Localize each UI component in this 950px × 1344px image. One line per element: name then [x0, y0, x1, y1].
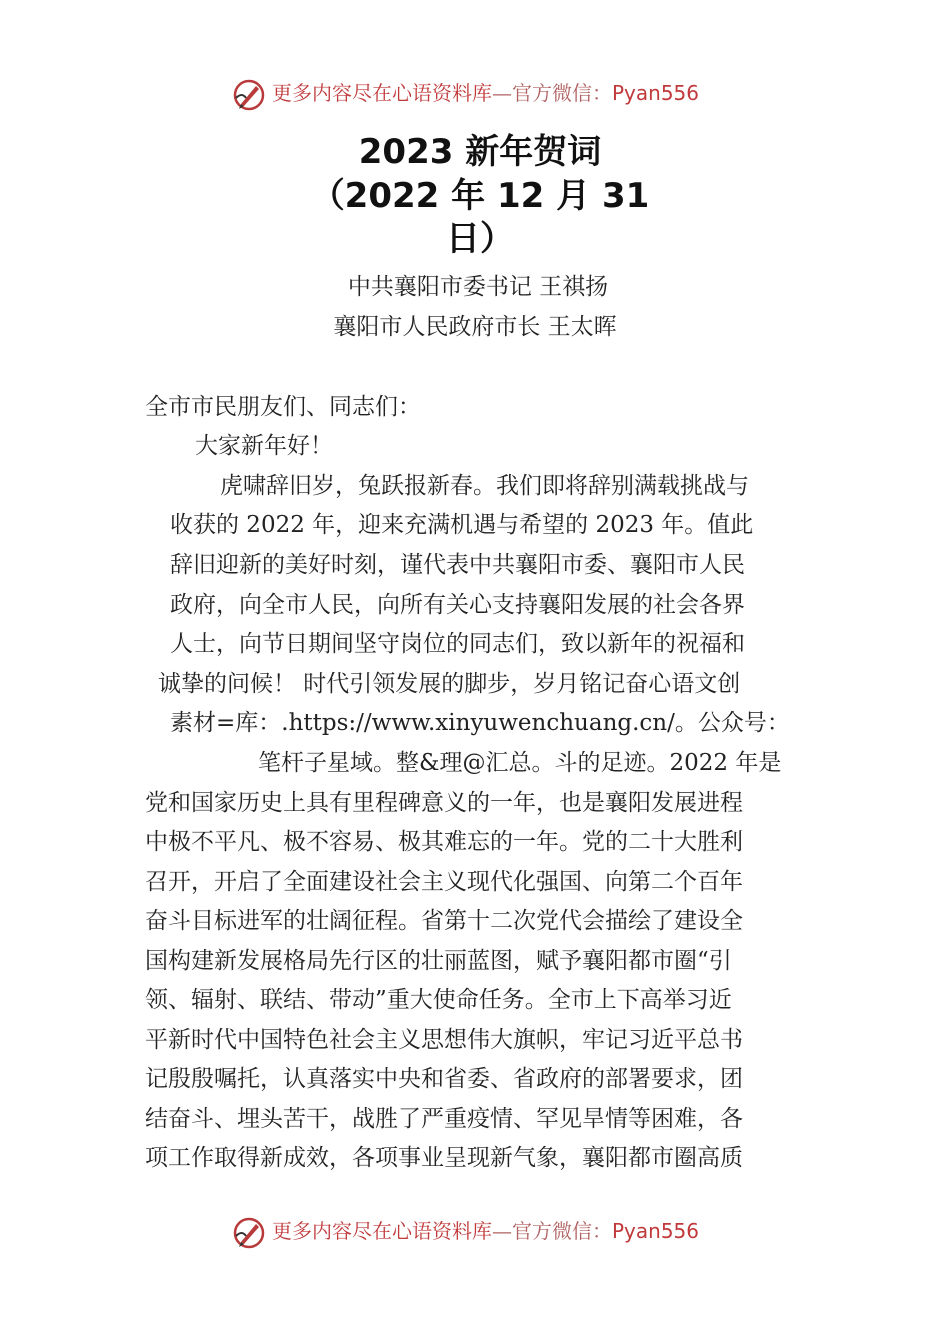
paragraph-line: 笔杆子星域。整&理@汇总。斗的足迹。2022 年是 — [258, 750, 782, 776]
pen-in-circle-logo-icon — [232, 1216, 266, 1250]
paragraph-line: 辞旧迎新的美好时刻，谨代表中共襄阳市委、襄阳市人民 — [170, 552, 745, 578]
banner-title: 更多内容尽在心语资料库 — [272, 1219, 492, 1243]
banner-wechat-id: Pyan556 — [612, 1219, 700, 1243]
paragraph-line: 平新时代中国特色社会主义思想伟大旗帜，牢记习近平总书 — [145, 1027, 743, 1053]
paragraph-line: 项工作取得新成效，各项事业呈现新气象，襄阳都市圈高质 — [145, 1145, 743, 1171]
page-title-line-1: 2023 新年贺词 — [358, 132, 602, 172]
paragraph-line: 诚挚的问候！ 时代引领发展的脚步，岁月铭记奋心语文创 — [158, 671, 741, 697]
signature-mayor: 襄阳市人民政府市长 王太晖 — [333, 314, 617, 340]
paragraph-line: 国构建新发展格局先行区的壮丽蓝图，赋予襄阳都市圈“引 — [145, 948, 732, 974]
banner-separator: —官方微信： — [492, 1219, 612, 1243]
paragraph-line: 人士，向节日期间坚守岗位的同志们，致以新年的祝福和 — [170, 631, 745, 657]
page-title-line-3: 日） — [446, 219, 514, 259]
footer-banner — [0, 1212, 950, 1252]
salutation: 全市市民朋友们、同志们： — [145, 394, 421, 420]
paragraph-line: 领、辐射、联结、带动”重大使命任务。全市上下高举习近 — [145, 987, 732, 1013]
paragraph-line: 召开，开启了全面建设社会主义现代化强国、向第二个百年 — [145, 869, 743, 895]
paragraph-line: 奋斗目标进军的壮阔征程。省第十二次党代会描绘了建设全 — [145, 908, 743, 934]
page-title-line-2: （2022 年 12 月 31 — [310, 176, 650, 216]
header-banner — [0, 74, 950, 114]
banner-text — [272, 1218, 699, 1244]
paragraph-line: 党和国家历史上具有里程碑意义的一年，也是襄阳发展进程 — [145, 790, 743, 816]
paragraph-line: 记殷殷嘱托，认真落实中央和省委、省政府的部署要求，团 — [145, 1066, 743, 1092]
paragraph-line: 结奋斗、埋头苦干，战胜了严重疫情、罕见旱情等困难，各 — [145, 1106, 743, 1132]
banner-title: 更多内容尽在心语资料库 — [272, 81, 492, 105]
signature-party-secretary: 中共襄阳市委书记 王祺扬 — [347, 274, 609, 300]
paragraph-line: 中极不平凡、极不容易、极其难忘的一年。党的二十大胜利 — [145, 829, 743, 855]
pen-in-circle-logo-icon — [232, 78, 266, 112]
banner-wechat-id: Pyan556 — [612, 81, 700, 105]
banner-text — [272, 80, 699, 106]
paragraph-line: 政府，向全市人民，向所有关心支持襄阳发展的社会各界 — [170, 592, 745, 618]
banner-separator: —官方微信： — [492, 81, 612, 105]
paragraph-line-url: 素材=库：.https://www.xinyuwenchuang.cn/。公众号： — [170, 710, 790, 736]
paragraph-line: 收获的 2022 年，迎来充满机遇与希望的 2023 年。值此 — [170, 512, 754, 538]
paragraph-line: 虎啸辞旧岁，兔跃报新春。我们即将辞别满载挑战与 — [220, 473, 749, 499]
greeting: 大家新年好！ — [195, 433, 333, 459]
